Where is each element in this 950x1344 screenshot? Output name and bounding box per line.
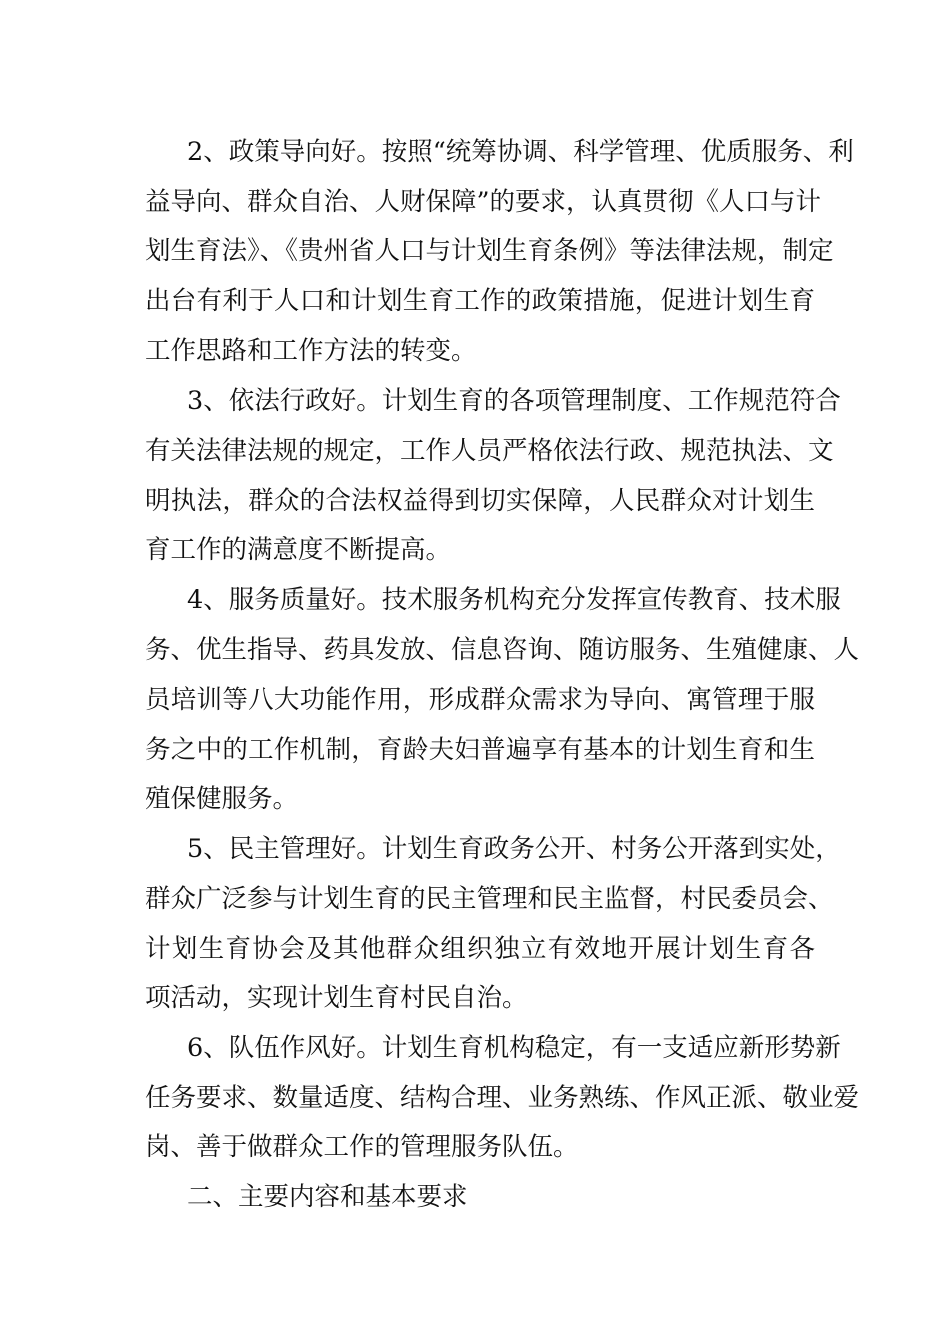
paragraph-line: 务之中的工作机制，育龄夫妇普遍享有基本的计划生育和生 [145, 735, 815, 765]
paragraph-line: 工作思路和工作方法的转变。 [145, 336, 477, 366]
paragraph-line: 3、依法行政好。计划生育的各项管理制度、工作规范符合 [187, 386, 841, 416]
section-heading-text: 二、主要内容和基本要求 [187, 1182, 468, 1212]
paragraph-line: 有关法律法规的规定，工作人员严格依法行政、规范执法、文 [145, 436, 834, 466]
paragraph-line: 任务要求、数量适度、结构合理、业务熟练、作风正派、敬业爱 [145, 1083, 860, 1113]
paragraph-line: 群众广泛参与计划生育的民主管理和民主监督，村民委员会、 [145, 884, 834, 914]
paragraph-line: 务、优生指导、药具发放、信息咨询、随访服务、生殖健康、人 [145, 635, 860, 665]
paragraph-line: 计划生育协会及其他群众组织独立有效地开展计划生育各 [145, 934, 815, 964]
paragraph-line: 5、民主管理好。计划生育政务公开、村务公开落到实处， [187, 834, 841, 864]
paragraph-line: 育工作的满意度不断提高。 [145, 535, 452, 565]
paragraph-line: 明执法，群众的合法权益得到切实保障，人民群众对计划生 [145, 486, 815, 516]
paragraph-line: 员培训等八大功能作用，形成群众需求为导向、寓管理于服 [145, 685, 815, 715]
paragraph-line: 益导向、群众自治、人财保障”的要求，认真贯彻《人口与计 [145, 187, 822, 217]
paragraph-line: 6、队伍作风好。计划生育机构稳定，有一支适应新形势新 [187, 1033, 841, 1063]
paragraph-line: 出台有利于人口和计划生育工作的政策措施，促进计划生育 [145, 286, 815, 316]
paragraph-line: 4、服务质量好。技术服务机构充分发挥宣传教育、技术服 [187, 585, 841, 615]
paragraph-line: 2、政策导向好。按照“统筹协调、科学管理、优质服务、利 [187, 137, 854, 167]
paragraph-line: 殖保健服务。 [145, 784, 299, 814]
paragraph-line: 项活动，实现计划生育村民自治。 [145, 983, 528, 1013]
paragraph-line: 岗、善于做群众工作的管理服务队伍。 [145, 1132, 579, 1162]
paragraph-line: 划生育法》、《贵州省人口与计划生育条例》等法律法规，制定 [145, 236, 834, 266]
